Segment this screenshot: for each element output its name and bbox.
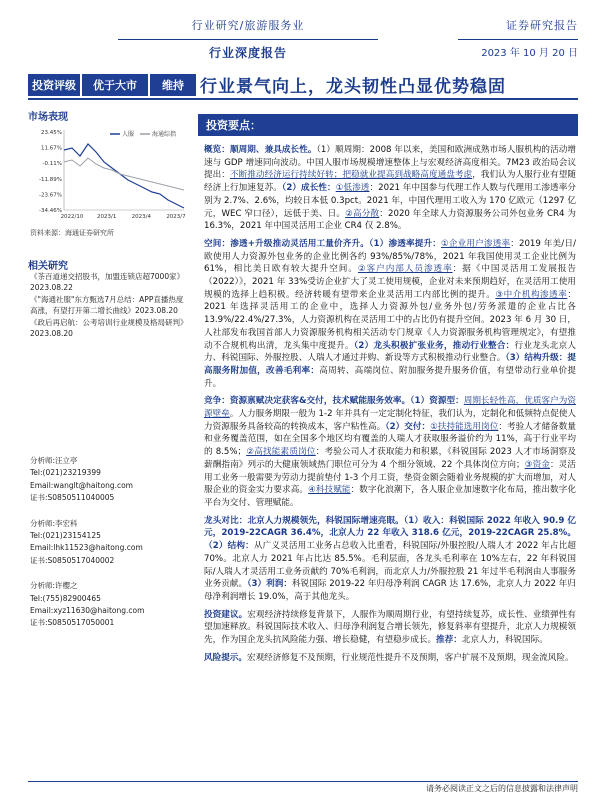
header-divider-right: [458, 39, 578, 40]
y-tick-label: -11.89%: [39, 176, 62, 183]
chart-source: 资料来源：海通证券研究所: [30, 229, 114, 237]
series-line-renfu: [64, 144, 184, 208]
footer-divider: [28, 781, 578, 782]
report-date: 2023 年 10 月 20 日: [481, 48, 578, 59]
market-heading: 市场表现: [28, 112, 68, 123]
market-chart: [28, 122, 188, 222]
paragraph-space: 空间：渗透+升级推动灵活用工量价齐升。（1）渗透率提升：①企业用户渗透率：2019 年美/日/欧使用人力资源外包业务的企业比例各约 93%/85%/78%，2021 年我国使用灵工企业比例为 61%，相比美日欧有较大提升空间。②客户内部人员渗透率：据《中国灵活用工发展报告（2022）》，2021 年 33%受访企业扩大了灵工使用规模，企业对未来预期趋好，在灵活用工使用规模的选择上趋积极。经济转暖有望带来企业灵活用工内部比例的提升。③中介机构渗透率：2021 年选择灵活用工的企业中，选择人力资源外包/业务外包/劳务派遣的企业占比各 13.9%/22.4%/27.3%，人力资源机构在灵活用工中的占比仍有提升空间。2023 年 6 月 30 日，人社部发布我国首部人力资源服务机构相关活动专门规章《人力资源服务机构管理规定》，有望推动不合规机构出清，龙头集中度提升。（2）龙头积极扩张业务，推动行业整合：行业龙头北京人力、科锐国际、外服控股、人瑞人才通过并购、新设等方式积极推动行业整合。（3）结构升级：提高服务附加值，改善毛利率：高周转、高端岗位、附加服务提升服务价值，有望带动行业单价提升。: [204, 238, 576, 389]
series-line-index: [64, 158, 184, 190]
y-tick-label: 23.45%: [41, 130, 62, 136]
disclaimer-footer: 请务必阅读正文之后的信息披露和法律声明: [426, 784, 578, 793]
market-chart-svg: [28, 122, 188, 222]
x-tick-label: 2023/4: [131, 214, 152, 220]
investment-rating: [28, 74, 196, 96]
title-divider: [28, 98, 578, 100]
x-tick-label: 2022/10: [60, 214, 84, 220]
analyst-cert: 证书:S0850517040002: [30, 555, 115, 565]
chart-x-ticks: [61, 214, 187, 220]
chart-y-ticks: [39, 130, 62, 214]
y-tick-label: -0.11%: [42, 161, 62, 168]
analyst-list: [30, 455, 188, 630]
paragraph-recommendation: 投资建议。宏观经济持续修复背景下，人服作为顺周期行业，有望持续复苏，成长性、业绩弹性有望加速释放。科锐国际技术收入、归母净利润复合增长领先，修复斜率有望提升，北京人力规模领先，作为国企龙头抗风险能力强、增长稳健，有望稳步成长。推荐：北京人力，科锐国际。: [204, 609, 576, 646]
related-research-list: [30, 272, 188, 341]
paragraph-comparison: 龙头对比：北京人力规模领先，科锐国际增速亮眼。（1）收入：科锐国际 2022 年收入 90.9 亿元，2019-22CAGR 36.4%，北京人力 22 年收入 318.6 亿元，2019-22CAGR 25.8%。（2）结构：从广义灵活用工业务占总收入比重看，科锐国际/外服控股/人瑞人才 2022 年占比超 70%。北京人力 2021 年占比达 85.5%。毛利层面，各龙头毛利率在 10%左右，22 年科锐国际/人瑞人才灵活用工业务贡献约 70%毛利润，而北京人力/外服控股 21 年过半毛利润由人事服务业务贡献。（3）利润：科锐国际 2019-22 年归母净利润 CAGR 达 17.6%，北京人力 2022 年归母净利润增长 19.0%，高于其他龙头。: [204, 515, 576, 602]
analyst-tel: Tel:(755)82900465: [30, 593, 101, 603]
related-heading: 相关研究: [28, 261, 68, 272]
header-left: [118, 17, 378, 61]
y-tick-label: -23.67%: [39, 192, 62, 199]
analyst-name: 分析师:李宏科: [30, 518, 78, 528]
related-item[interactable]: 《政后再启航：公考培训行业规模及格局研判》2023.08.20: [30, 318, 188, 338]
y-tick-label: 11.67%: [41, 145, 62, 152]
analyst-email[interactable]: Email:xyz11630@haitong.com: [30, 606, 145, 616]
paragraph-risk: 风险提示。宏观经济修复不及预期，行业规范性提升不及预期，客户扩展不及预期，现金流风险。: [204, 652, 574, 663]
analyst-tel: Tel:(021)23219399: [30, 468, 101, 478]
analyst-name: 分析师:汪立亭: [30, 456, 78, 465]
analyst-email[interactable]: Email:lhk11523@haitong.com: [30, 543, 143, 553]
paragraph-overview: 概览：顺周期、兼具成长性。（1）顺周期：2008 年以来，美国和欧洲成熟市场人服机构的活动增速与 GDP 增速同向波动。中国人服市场规模增速整体上与宏观经济高度相关。7M23 政治局会议提出：不断推动经济运行持续好转；把稳就业提高到战略高度通盘考虑，我们认为人服行业有望随经济上行加速复苏。（2）成长性：①低渗透：2021 年中国参与代理工作人数与代理用工渗透率分别为 2.7%、2.6%，均较日本低 0.3pct。2021 年，中国代理用工收入为 170 亿欧元（1297 亿元，WEC 窄口径），远低于美、日。②高分散：2020 年全球人力资源服务公司外包业务 CR4 为 16.3%，2021 年中国灵活用工企业 CR4 仅 2.8%。: [204, 145, 576, 232]
related-item[interactable]: 《茶百道递交招股书，加盟连锁店超7000家》2023.08.22: [30, 272, 185, 292]
rating-value: 优于大市: [82, 74, 150, 96]
legend-label-renfu: 人服: [122, 131, 135, 138]
x-tick-label: 2023/7: [166, 214, 186, 220]
analyst-cert: 证书:S0850517050001: [30, 618, 115, 628]
report-label: 证券研究报告: [506, 19, 578, 32]
analyst-cert: 证书:S0850511040005: [30, 493, 115, 503]
related-item[interactable]: 《"海通社服"东方甄选7月总结：APP直播热度高涨，有望打开第二增长曲线》2023.08.20: [30, 295, 184, 315]
analyst-email[interactable]: Email:wanglt@haitong.com: [30, 480, 133, 490]
legend-label-index: 海通综指: [152, 131, 177, 138]
report-category: 行业研究/旅游服务业: [191, 19, 305, 32]
report-body: [204, 144, 576, 669]
analyst-name: 分析师:许樱之: [30, 581, 78, 591]
x-tick-label: 2023/1: [96, 214, 117, 220]
paragraph-competition: 竞争：资源禀赋决定获客&交付，技术赋能服务效率。（1）资源型：周期长轻性高，优质客户为资源壁垒。人力服务期限一般为 1-2 年并具有一定定制化特征，我们认为，定制化和低频特点促使人力资源服务具备较高的转换成本，客户粘性高。（2）交付：①扶持能选用岗位：考验人才储备数量和业务覆盖范围，如在全国多个地区均有覆盖的人瑞人才获取服务溢价约为 11%，高于行业平均的 8.5%；②高找能素质岗位：考验公司人才获取能力和积累，《科锐国际 2023 人才市场洞察及薪酬指南》列示的大健康领域热门职位可分为 4 个细分领域、22 个具体岗位方向；③资金：灵活用工业务一般需要为劳动力提前垫付 1-3 个月工资，垫资金额会随着业务规模的扩大而增加，对人服企业的资金实力要求高。④科技赋能：数字化浪潮下，各人服企业加速数字化布局，推出数字化平台为交付、管理赋能。: [204, 396, 576, 508]
rating-change: 维持: [150, 74, 196, 96]
report-title: 行业景气向上，龙头韧性凸显优势稳固: [200, 77, 506, 97]
header-divider: [118, 39, 378, 40]
report-type: 行业深度报告: [208, 46, 287, 60]
analyst-tel: Tel:(021)23154125: [30, 531, 101, 541]
rating-label: 投资评级: [28, 74, 82, 96]
keypoints-heading: 投资要点：: [198, 114, 578, 136]
y-tick-label: -34.46%: [39, 208, 62, 214]
header-right: [458, 17, 578, 59]
